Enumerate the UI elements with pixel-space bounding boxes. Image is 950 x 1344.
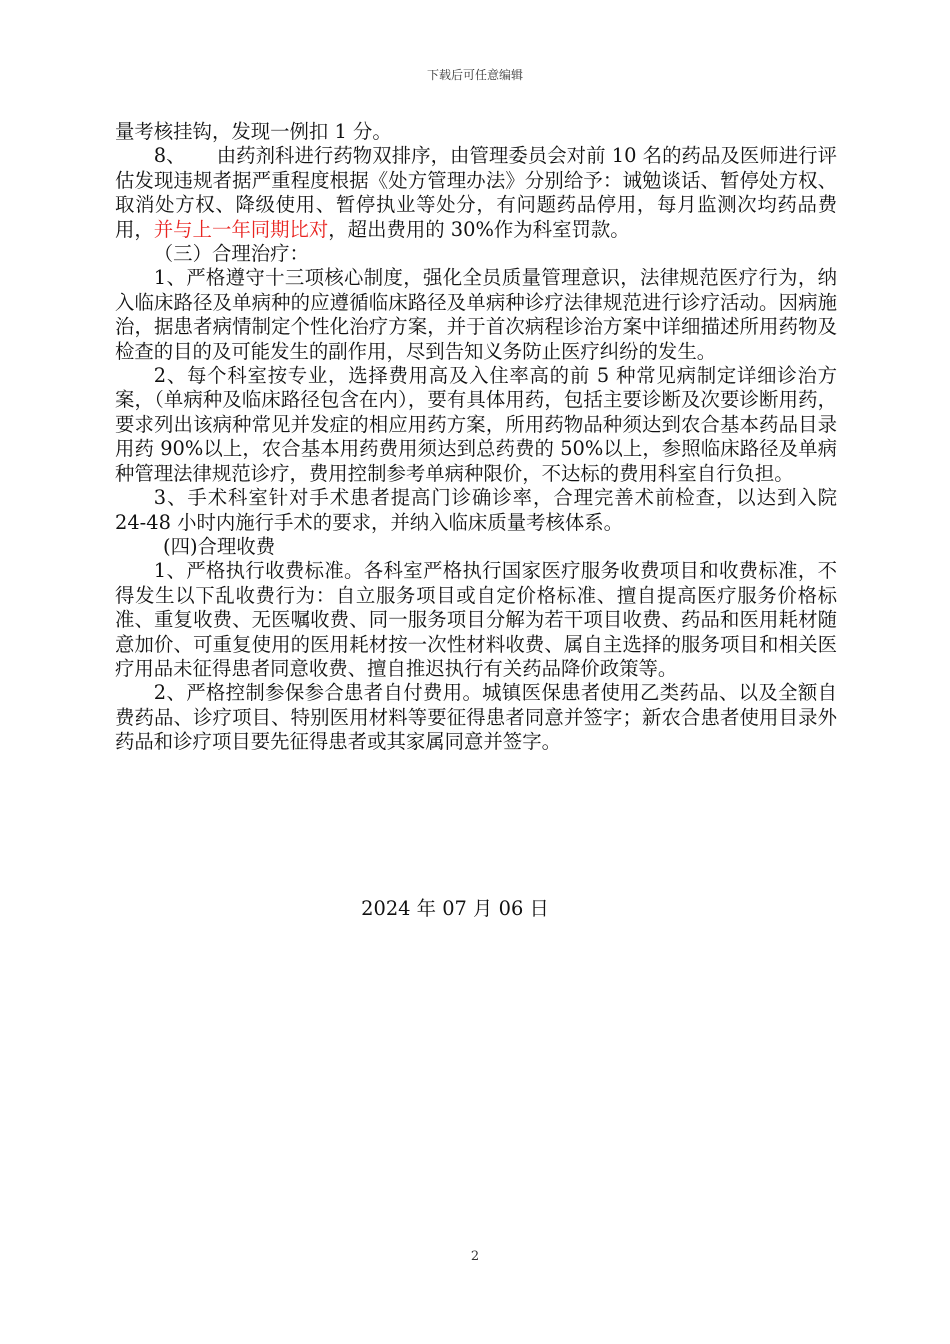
- item-text: 由药剂科进行药物双排序，由管理委员会对前 10 名的药品及医师进行评估发现违规者据严重程度根据《处方管理办法》分别给予：诫勉谈话、暂停处方权、取消处方权、降级使用、暂停执业等处分，有问题药品停用，每月监测次均药品费用，: [115, 144, 838, 241]
- paragraph-continuation: 量考核挂钩，发现一例扣 1 分。: [115, 120, 392, 143]
- paragraph-treatment-1: 1、严格遵守十三项核心制度，强化全员质量管理意识，法律规范医疗行为，纳入临床路径及单病种的应遵循临床路径及单病种诊疗法律规范进行诊疗活动。因病施治，据患者病情制定个性化治疗方案，并于首次病程诊治方案中详细描述所用药物及检查的目的及可能发生的副作用，尽到告知义务防止医疗纠纷的发生。: [115, 266, 837, 363]
- paragraph-treatment-2: 2、每个科室按专业，选择费用高及入住率高的前 5 种常见病制定详细诊治方案，（单病种及临床路径包含在内），要有具体用药，包括主要诊断及次要诊断用药，要求列出该病种常见并发症的相应用药方案，所用药物品种须达到农合基本药品目录用药 90%以上，农合基本用药费用须达到总药费的 50%以上，参照临床路径及单病种管理法律规范诊疗，费用控制参考单病种限价，不达标的费用科室自行负担。: [115, 364, 837, 485]
- document-date: 2024 年 07 月 06 日: [361, 897, 549, 920]
- item-number: 8、: [153, 144, 186, 168]
- paragraph-item-8: [115, 144, 837, 242]
- paragraph-fees-1: 1、严格执行收费标准。各科室严格执行国家医疗服务收费项目和收费标准，不得发生以下乱收费行为：自立服务项目或自定价格标准、擅自提高医疗服务价格标准、重复收费、无医嘱收费、同一服务项目分解为若干项目收费、药品和医用耗材随意加价、可重复使用的医用耗材按一次性材料收费、属自主选择的服务项目和相关医疗用品未征得患者同意收费、擅自推迟执行有关药品降价政策等。: [115, 559, 837, 680]
- item-text-end: ，超出费用的 30%作为科室罚款。: [328, 217, 630, 241]
- document-body: [115, 120, 837, 755]
- page-number: 2: [470, 1249, 480, 1264]
- page-header: 下载后可任意编辑: [426, 68, 523, 82]
- section-heading-4: (四)合理收费: [163, 534, 276, 558]
- section-heading-3: （三）合理治疗：: [153, 242, 309, 266]
- paragraph-treatment-3: 3、手术科室针对手术患者提高门诊确诊率，合理完善术前检查，以达到入院 24-48 小时内施行手术的要求，并纳入临床质量考核体系。: [115, 486, 837, 534]
- paragraph-fees-2: 2、严格控制参保参合患者自付费用。城镇医保患者使用乙类药品、以及全额自费药品、诊疗项目、特别医用材料等要征得患者同意并签字；新农合患者使用目录外药品和诊疗项目要先征得患者或其家属同意并签字。: [115, 681, 837, 754]
- highlighted-text: 并与上一年同期比对: [153, 217, 329, 241]
